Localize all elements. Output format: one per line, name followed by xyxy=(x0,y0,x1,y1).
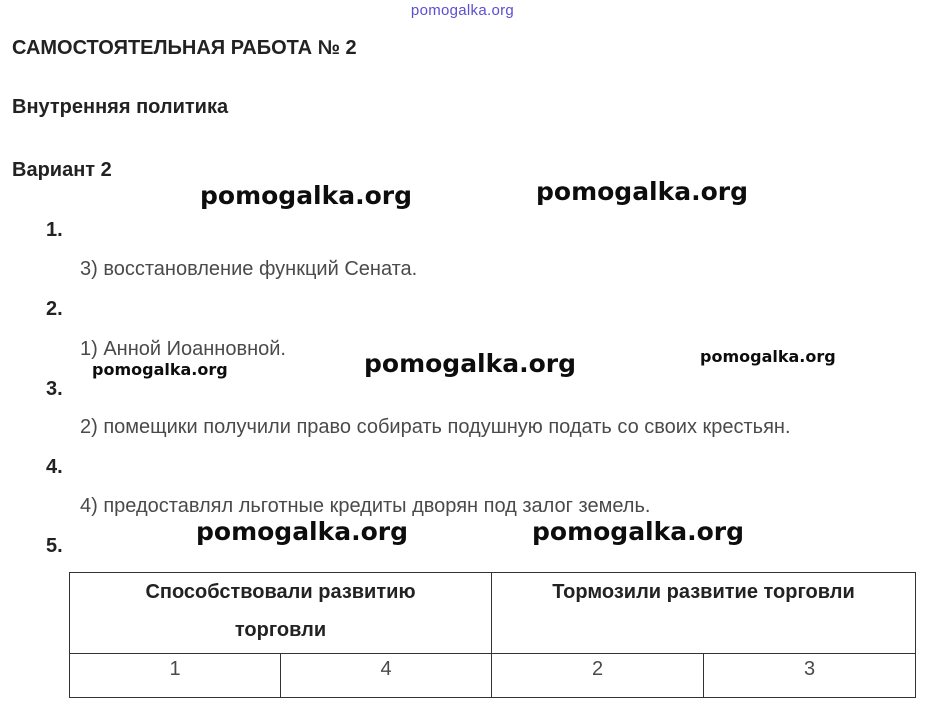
watermark-text: pomogalka.org xyxy=(532,517,745,546)
answer-table xyxy=(69,572,916,698)
question-number: 5. xyxy=(46,535,63,557)
table-cell: 1 xyxy=(70,654,281,698)
watermark-text: pomogalka.org xyxy=(92,360,228,379)
table-cell: 2 xyxy=(492,654,704,698)
question-answer: 3) восстановление функций Сената. xyxy=(80,258,418,280)
page-title: САМОСТОЯТЕЛЬНАЯ РАБОТА № 2 xyxy=(12,37,357,59)
topic-heading: Внутренняя политика xyxy=(12,96,229,118)
variant-heading: Вариант 2 xyxy=(12,159,112,181)
table-cell: 4 xyxy=(281,654,492,698)
table-header-label: Тормозили развитие торговли xyxy=(552,581,855,603)
question-number: 4. xyxy=(46,456,63,478)
question-number: 1. xyxy=(46,219,63,241)
watermark-text: pomogalka.org xyxy=(700,347,836,366)
table-header-hindered xyxy=(492,573,916,654)
question-answer: 4) предоставлял льготные кредиты дворян под залог земель. xyxy=(80,495,651,517)
table-header-promoted xyxy=(70,573,492,654)
question-answer: 1) Анной Иоанновной. xyxy=(80,338,286,360)
table-cell: 3 xyxy=(704,654,916,698)
watermark-text: pomogalka.org xyxy=(196,517,409,546)
watermark-text: pomogalka.org xyxy=(536,177,749,206)
question-number: 3. xyxy=(46,378,63,400)
watermark-text: pomogalka.org xyxy=(200,181,413,210)
watermark-text: pomogalka.org xyxy=(364,349,577,378)
question-number: 2. xyxy=(46,298,63,320)
table-header-label: Способствовали развитию торговли xyxy=(145,581,416,641)
question-answer: 2) помещики получили право собирать подушную подать со своих крестьян. xyxy=(80,416,791,438)
top-watermark: pomogalka.org xyxy=(410,2,515,19)
